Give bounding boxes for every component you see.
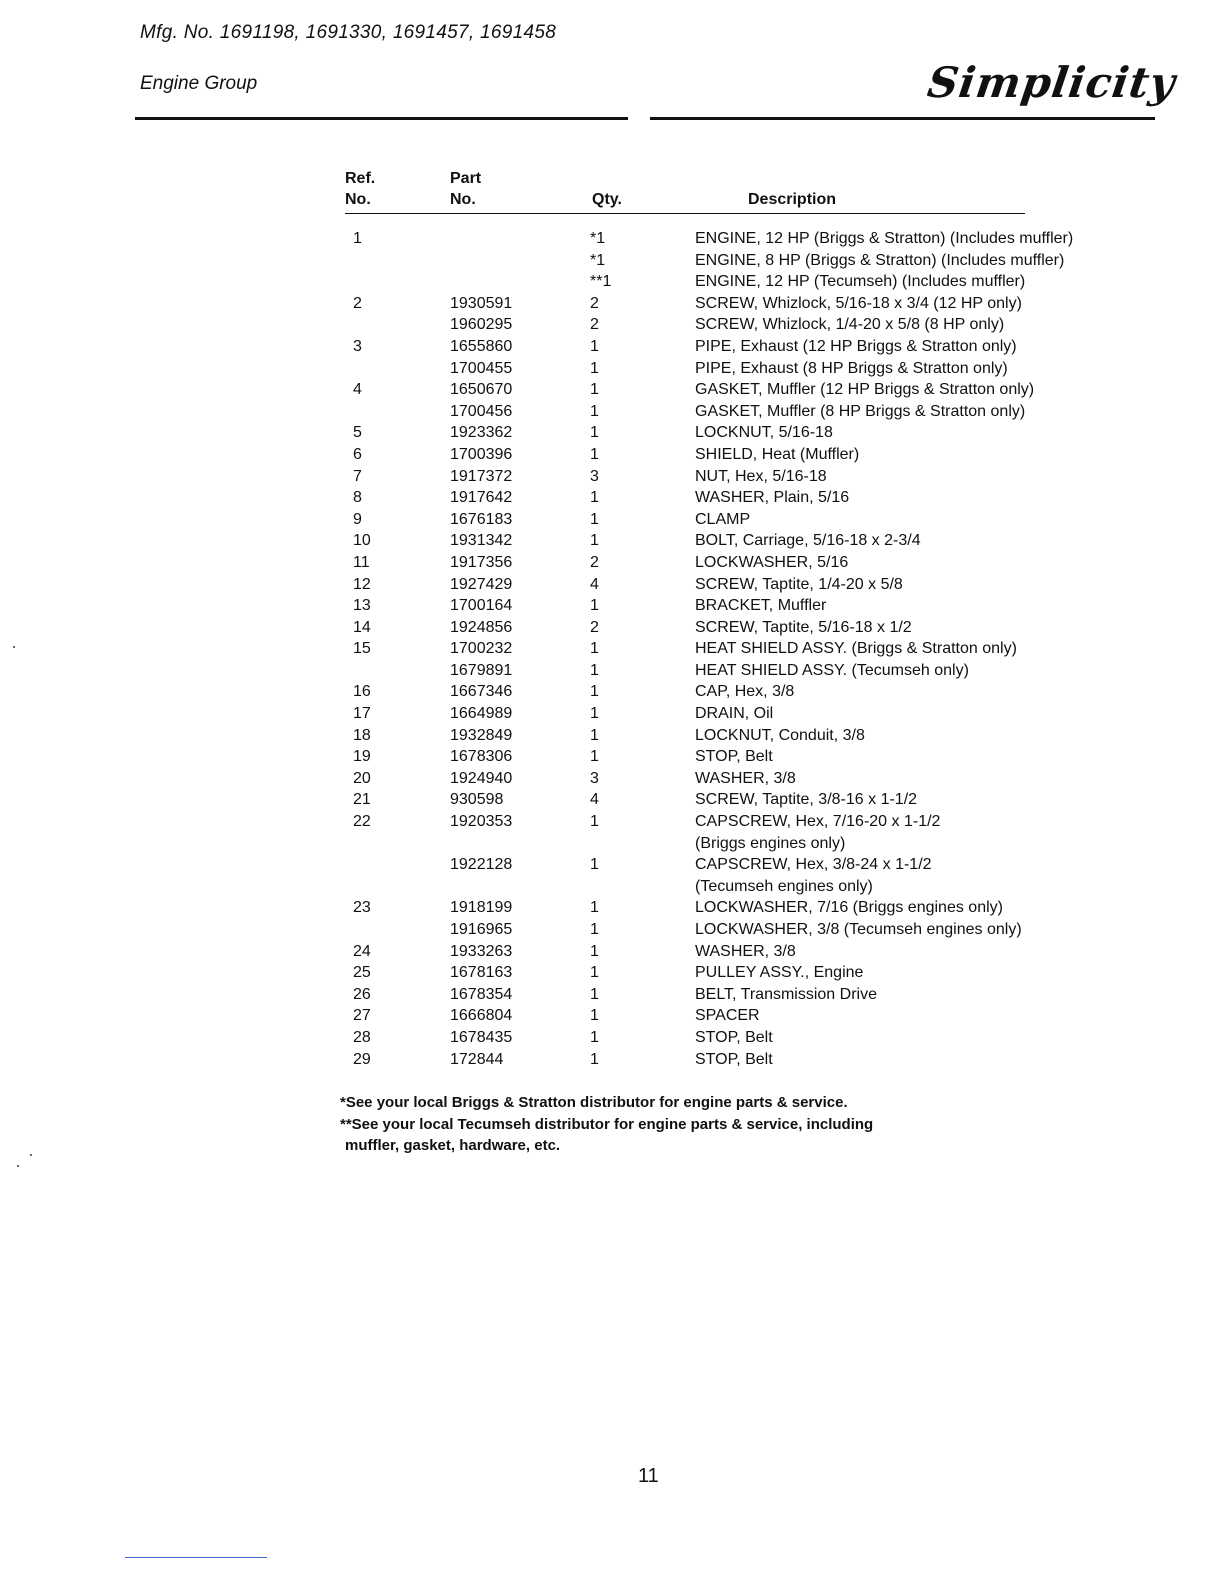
brand-logo: Simplicity [924,58,1179,107]
cell-qty: 2 [590,316,599,334]
cell-part-no: 1917356 [450,553,513,571]
cell-qty: 1 [590,337,599,355]
cell-qty: 1 [590,1050,599,1068]
cell-ref-no: 3 [353,337,362,355]
cell-qty: 1 [590,1007,599,1025]
column-header-description: Description [748,191,837,208]
cell-qty: 1 [590,1028,599,1046]
cell-ref-no: 18 [353,726,371,744]
cell-description: ENGINE, 12 HP (Briggs & Stratton) (Includes muffler) [695,230,1074,247]
cell-qty: 1 [590,726,599,744]
table-row [345,228,1155,250]
cell-description: LOCKNUT, 5/16-18 [695,424,833,442]
cell-ref-no [345,660,450,682]
cell-description: SPACER [695,1007,760,1025]
cell-part-no: 1700456 [450,402,513,420]
cell-part-no [450,228,570,250]
table-row [345,984,1155,1006]
table-row [345,1027,1155,1049]
table-row [345,854,1155,876]
table-row [345,703,1155,725]
cell-ref-no [345,401,450,423]
cell-description: STOP, Belt [695,1050,773,1068]
table-row [345,746,1155,768]
cell-ref-no: 14 [353,618,371,636]
cell-part-no [450,250,570,272]
cell-qty: 4 [590,791,599,809]
cell-part-no: 1678354 [450,985,513,1003]
cell-qty: 1 [590,813,599,831]
cell-ref-no [345,314,450,336]
mfg-numbers: Mfg. No. 1691198, 1691330, 1691457, 1691458 [140,22,557,43]
header-underline [345,213,1025,214]
cell-qty: 2 [590,553,599,571]
table-row [345,358,1155,380]
cell-part-no: 1918199 [450,899,513,917]
column-header-part: Part No. [450,170,482,208]
table-row [345,509,1155,531]
cell-ref-no: 17 [353,705,371,723]
table-row [345,595,1155,617]
cell-part-no [450,833,570,855]
cell-description: CAPSCREW, Hex, 3/8-24 x 1-1/2 [695,856,932,874]
cell-description: CLAMP [695,510,751,528]
cell-ref-no [345,919,450,941]
cell-part-no: 1923362 [450,424,513,442]
cell-description: BELT, Transmission Drive [695,985,877,1003]
cell-qty: 1 [590,921,599,938]
table-row [345,271,1155,293]
cell-ref-no: 10 [353,532,371,550]
cell-part-no: 1927429 [450,575,513,593]
cell-description: SCREW, Taptite, 5/16-18 x 1/2 [695,618,912,636]
cell-qty: 1 [590,489,599,507]
cell-description: NUT, Hex, 5/16-18 [695,467,827,485]
cell-qty: 1 [590,964,599,982]
cell-ref-no: 6 [353,445,362,463]
table-row [345,617,1155,639]
cell-qty: 1 [590,705,599,723]
cell-part-no: 1700232 [450,640,513,658]
cell-description: ENGINE, 12 HP (Tecumseh) (Includes muffler) [695,273,1026,291]
cell-description: (Briggs engines only) [695,834,846,852]
cell-description: LOCKNUT, Conduit, 3/8 [695,726,865,744]
cell-part-no: 1676183 [450,510,513,528]
cell-ref-no: 1 [353,230,362,247]
parts-table [345,228,1155,1070]
cell-part-no: 1932849 [450,726,513,744]
cell-description: WASHER, 3/8 [695,769,796,787]
cell-description: SCREW, Whizlock, 1/4-20 x 5/8 (8 HP only) [695,316,1005,334]
cell-ref-no: 5 [353,424,362,442]
table-row [345,962,1155,984]
table-row [345,293,1155,315]
cell-ref-no [345,271,450,293]
cell-description: CAP, Hex, 3/8 [695,683,795,701]
cell-part-no: 1666804 [450,1007,513,1025]
table-row [345,876,1155,898]
cell-qty: 1 [590,445,599,463]
table-row [345,250,1155,272]
cell-qty: 1 [590,402,599,420]
cell-qty: 1 [590,381,599,399]
table-row [345,379,1155,401]
cell-part-no: 1933263 [450,942,513,960]
table-row [345,833,1155,855]
cell-description: SHIELD, Heat (Muffler) [695,445,860,463]
footnotes [340,1092,873,1157]
cell-part-no: 1678306 [450,748,513,766]
page-number: 11 [638,1465,659,1487]
cell-description: LOCKWASHER, 5/16 [695,553,849,571]
scan-speck [13,646,15,648]
cell-part-no: 1678163 [450,964,513,982]
cell-ref-no: 8 [353,489,362,507]
cell-qty: 1 [590,597,599,615]
cell-ref-no: 9 [353,510,362,528]
table-row [345,638,1155,660]
cell-qty: 1 [590,661,599,679]
cell-qty: 3 [590,769,599,787]
table-row [345,444,1155,466]
cell-ref-no [345,833,450,855]
cell-part-no: 1924856 [450,618,513,636]
cell-ref-no: 11 [353,553,370,571]
cell-description: GASKET, Muffler (12 HP Briggs & Stratton only) [695,381,1035,399]
cell-ref-no [345,854,450,876]
table-row [345,725,1155,747]
cell-part-no: 930598 [450,791,504,809]
table-row [345,941,1155,963]
table-row [345,401,1155,423]
cell-part-no: 1924940 [450,769,513,787]
cell-description: CAPSCREW, Hex, 7/16-20 x 1-1/2 [695,813,941,831]
cell-qty: 1 [590,748,599,766]
cell-ref-no: 15 [353,640,371,658]
table-row [345,897,1155,919]
cell-part-no: 1650670 [450,381,513,399]
cell-description: ENGINE, 8 HP (Briggs & Stratton) (Includes muffler) [695,251,1065,269]
table-row [345,660,1155,682]
cell-part-no: 1700164 [450,597,513,615]
cell-qty: *1 [590,251,606,269]
cell-description: STOP, Belt [695,748,773,766]
cell-ref-no: 20 [353,769,371,787]
cell-description: SCREW, Whizlock, 5/16-18 x 3/4 (12 HP only) [695,294,1022,312]
table-row [345,530,1155,552]
footnote-briggs: *See your local Briggs & Stratton distributor for engine parts & service. [340,1094,848,1111]
cell-description: BOLT, Carriage, 5/16-18 x 2-3/4 [695,532,921,550]
cell-qty: 1 [590,510,599,528]
cell-qty: 1 [590,359,599,377]
cell-description: STOP, Belt [695,1028,773,1046]
table-row [345,422,1155,444]
table-row [345,466,1155,488]
cell-part-no: 1917642 [450,489,513,507]
cell-qty [570,833,695,855]
cell-qty: *1 [590,230,606,247]
table-row [345,487,1155,509]
cell-part-no: 1920353 [450,813,513,831]
cell-qty: 1 [590,424,599,442]
cell-part-no [450,876,570,898]
cell-part-no: 1679891 [450,661,513,679]
cell-qty: 1 [590,640,599,658]
table-row [345,1005,1155,1027]
cell-description: SCREW, Taptite, 1/4-20 x 5/8 [695,575,903,593]
cell-ref-no: 24 [353,942,371,960]
footnote-tecumseh-cont: muffler, gasket, hardware, etc. [345,1137,561,1154]
cell-part-no: 1916965 [450,921,513,938]
table-row [345,681,1155,703]
cell-ref-no [345,358,450,380]
cell-qty: 1 [590,985,599,1003]
cell-description: PIPE, Exhaust (8 HP Briggs & Stratton only) [695,359,1008,377]
cell-part-no: 1700396 [450,445,513,463]
cell-part-no: 1655860 [450,337,513,355]
cell-description: GASKET, Muffler (8 HP Briggs & Stratton only) [695,402,1026,420]
cell-description: (Tecumseh engines only) [695,877,873,895]
cell-qty: 1 [590,532,599,550]
cell-ref-no: 25 [353,964,371,982]
cell-description: LOCKWASHER, 7/16 (Briggs engines only) [695,899,1003,917]
cell-ref-no: 26 [353,985,371,1003]
cell-description: WASHER, 3/8 [695,942,796,960]
cell-part-no: 1667346 [450,683,513,701]
cell-description: WASHER, Plain, 5/16 [695,489,850,507]
cell-ref-no: 28 [353,1028,371,1046]
cell-description: SCREW, Taptite, 3/8-16 x 1-1/2 [695,791,918,809]
table-row [345,811,1155,833]
table-row [345,314,1155,336]
cell-qty [570,876,695,898]
cell-description: PULLEY ASSY., Engine [695,964,864,982]
cell-qty: 4 [590,575,599,593]
cell-part-no: 1700455 [450,359,513,377]
cell-ref-no: 16 [353,683,371,701]
cell-description: HEAT SHIELD ASSY. (Tecumseh only) [695,661,969,679]
cell-ref-no: 2 [353,294,362,312]
cell-ref-no: 21 [353,791,371,809]
cell-part-no: 1930591 [450,294,513,312]
column-header-qty: Qty. [592,191,622,208]
cell-ref-no: 22 [353,813,371,831]
cell-qty: 2 [590,618,599,636]
cell-ref-no: 27 [353,1007,371,1025]
table-row [345,574,1155,596]
table-row [345,789,1155,811]
table-row [345,919,1155,941]
cell-qty: **1 [590,273,612,291]
cell-ref-no: 19 [353,748,371,766]
header-rule-left [135,117,628,120]
table-row [345,768,1155,790]
cell-qty: 3 [590,467,599,485]
bottom-rule [125,1557,267,1558]
cell-description: BRACKET, Muffler [695,597,827,615]
cell-qty: 1 [590,899,599,917]
cell-ref-no [345,876,450,898]
cell-qty: 2 [590,294,599,312]
column-header-ref: Ref. No. [345,170,376,208]
cell-ref-no: 7 [353,467,362,485]
cell-part-no: 172844 [450,1050,504,1068]
cell-ref-no: 4 [353,381,362,399]
header-rule-right [650,117,1155,120]
cell-ref-no: 13 [353,597,371,615]
cell-part-no: 1922128 [450,856,513,874]
table-row [345,336,1155,358]
cell-qty: 1 [590,856,599,874]
cell-description: PIPE, Exhaust (12 HP Briggs & Stratton only) [695,337,1017,355]
cell-ref-no: 12 [353,575,371,593]
cell-part-no: 1960295 [450,316,513,334]
scan-speck [30,1154,32,1156]
cell-part-no [450,271,570,293]
cell-ref-no: 29 [353,1050,371,1068]
scan-speck [17,1165,19,1167]
cell-ref-no [345,250,450,272]
cell-qty: 1 [590,942,599,960]
table-row [345,552,1155,574]
cell-part-no: 1664989 [450,705,513,723]
cell-part-no: 1931342 [450,532,513,550]
cell-description: LOCKWASHER, 3/8 (Tecumseh engines only) [695,921,1022,938]
cell-part-no: 1678435 [450,1028,513,1046]
group-title: Engine Group [140,73,258,94]
table-row [345,1049,1155,1071]
cell-ref-no: 23 [353,899,371,917]
cell-part-no: 1917372 [450,467,513,485]
cell-description: HEAT SHIELD ASSY. (Briggs & Stratton only) [695,640,1017,658]
footnote-tecumseh: **See your local Tecumseh distributor for engine parts & service, including [340,1115,874,1133]
cell-qty: 1 [590,683,599,701]
cell-description: DRAIN, Oil [695,705,774,723]
